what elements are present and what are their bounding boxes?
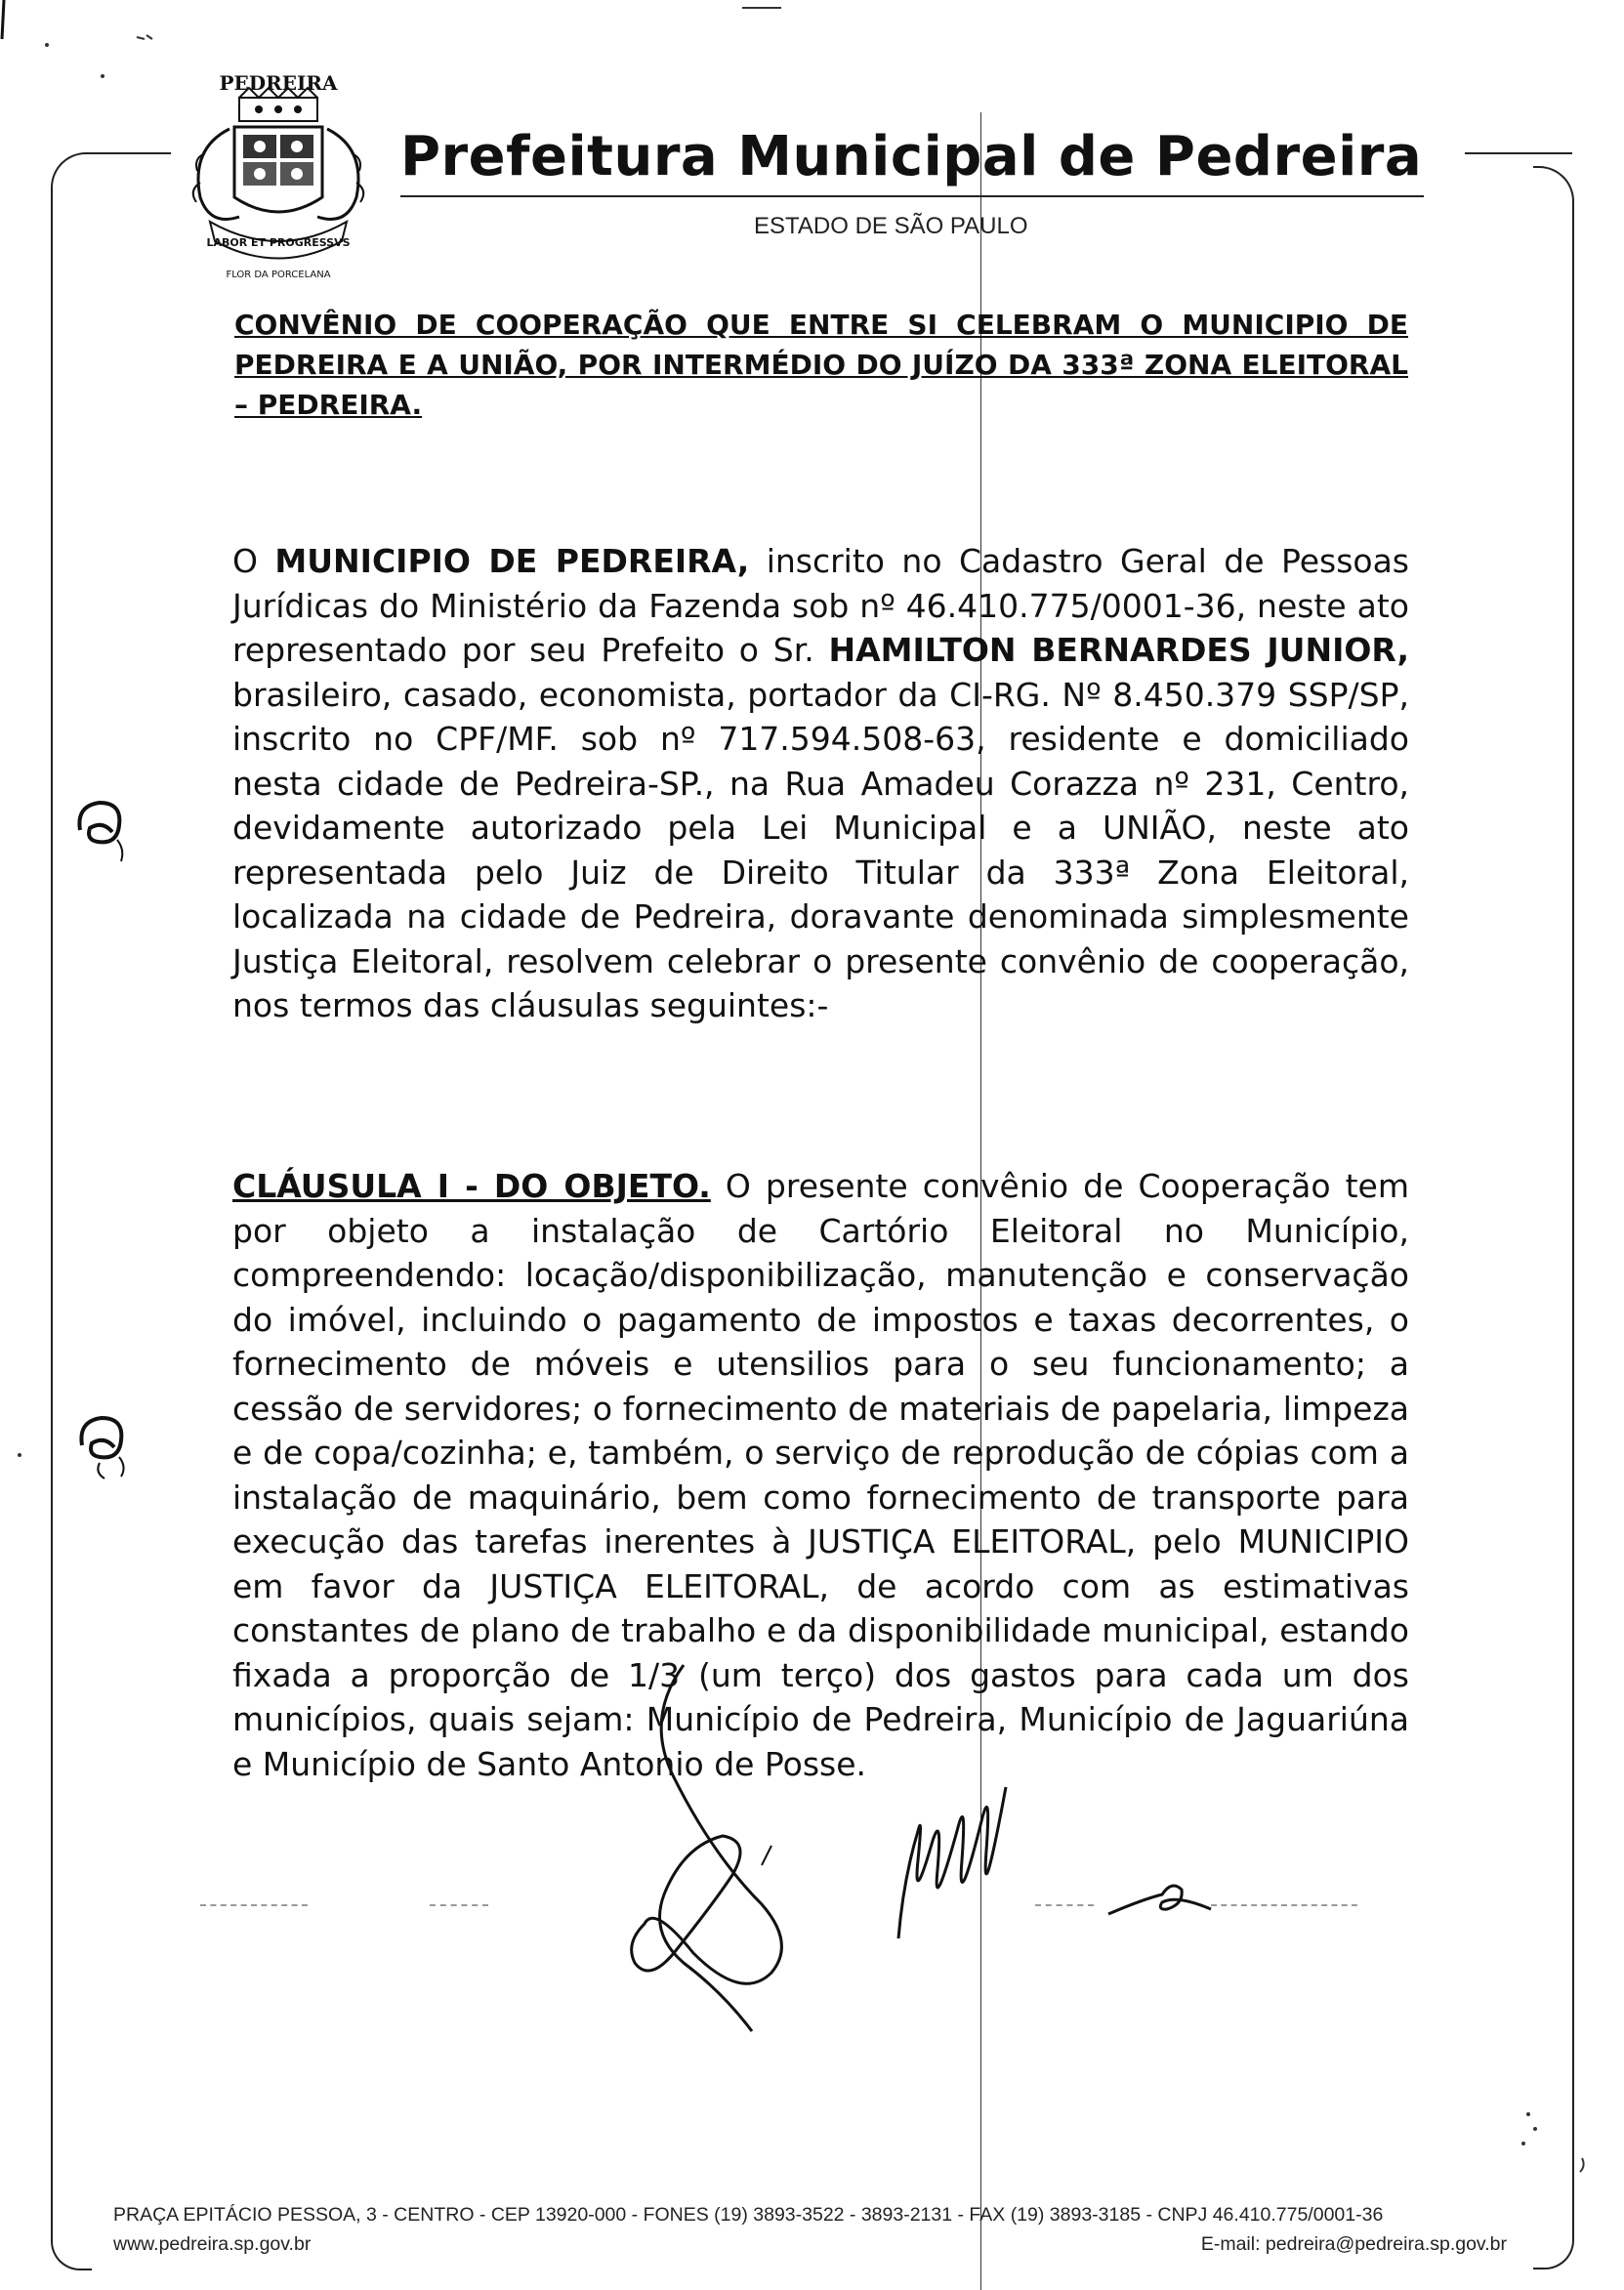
state-subtitle: ESTADO DE SÃO PAULO xyxy=(754,213,1028,239)
preamble-text-2: inscrito no Cadastro Geral de Pessoas Jurídicas do Ministério da Fazenda sob nº 46.410.775/0001-36, neste ato representado por seu Prefeito o Sr. xyxy=(232,542,1409,669)
crest-motto: PEDREIRA xyxy=(219,71,338,95)
crest-banner: LABOR ET PROGRESSVS xyxy=(206,236,351,249)
clause-1-text: O presente convênio de Cooperação tem por objeto a instalação de Cartório Eleitoral no Município, compreendendo: locação/disponibilização, manutenção e conservação do imóvel, incluindo o pagamento de impostos e taxas decorrentes, o fornecimento de móveis e utensilios para o seu funcionamento; a cessão de servidores; o fornecimento de materiais de papelaria, limpeza e de copa/cozinha; e, também, o serviço de reprodução de cópias com a instalação de maquinário, bem como fornecimento de transporte para execução das tarefas inerentes à JUSTIÇA ELEITORAL, pelo MUNICIPIO em favor da JUSTIÇA ELEITORAL, de acordo com as estimativas constantes de plano de trabalho e da disponibilidade municipal, estando fixada a proporção de 1/3 (um terço) dos gastos para cada um dos municípios, quais sejam: Município de Pedreira, Município de Jaguariúna e Município de Santo Antonio de Posse. xyxy=(232,1167,1409,1783)
municipio-name: MUNICIPIO DE PEDREIRA, xyxy=(274,542,750,580)
document-title: CONVÊNIO DE COOPERAÇÃO QUE ENTRE SI CELEBRAM O MUNICIPIO DE PEDREIRA E A UNIÃO, POR INTERMÉDIO DO JUÍZO DA 333ª ZONA ELEITORAL – PEDREIRA. xyxy=(234,309,1408,421)
clause-1-heading: CLÁUSULA I - DO OBJETO. xyxy=(232,1167,711,1205)
page-title: Prefeitura Municipal de Pedreira xyxy=(400,125,1423,188)
preamble-text-1: O xyxy=(232,542,275,580)
footer-address: PRAÇA EPITÁCIO PESSOA, 3 - CENTRO - CEP 13920-000 - FONES (19) 3893-3522 - 3893-2131 - FAX (19) 3893-3185 - CNPJ 46.410.775/0001-36 xyxy=(113,2204,1384,2226)
footer-email-link[interactable]: E-mail: pedreira@pedreira.sp.gov.br xyxy=(1200,2233,1507,2255)
footer-website-link[interactable]: www.pedreira.sp.gov.br xyxy=(113,2233,312,2255)
mayor-name: HAMILTON BERNARDES JUNIOR, xyxy=(828,631,1409,669)
preamble-text-3: brasileiro, casado, economista, portador da CI-RG. Nº 8.450.379 SSP/SP, inscrito no CPF/MF. sob nº 717.594.508-63, residente e domiciliado nesta cidade de Pedreira-SP., na Rua Amadeu Corazza nº 231, Centro, devidamente autorizado pela Lei Municipal e a UNIÃO, neste ato representada pelo Juiz de Direito Titular da 333ª Zona Eleitoral, localizada na cidade de Pedreira, doravante denominada simplesmente Justiça Eleitoral, resolvem celebrar o presente convênio de cooperação, nos termos das cláusulas seguintes:- xyxy=(232,675,1409,1024)
crest-subtitle: FLOR DA PORCELANA xyxy=(226,270,331,280)
